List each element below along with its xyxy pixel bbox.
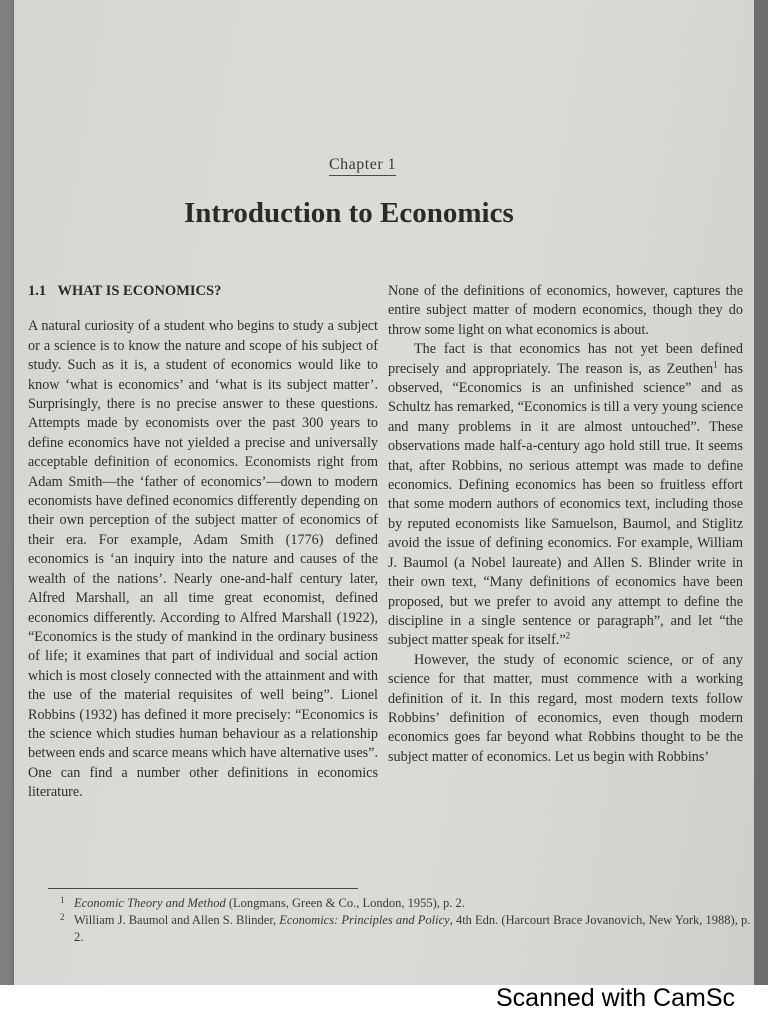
page-edge-shadow xyxy=(754,0,768,985)
footnote-divider xyxy=(48,888,358,889)
left-paragraph-1: A natural curiosity of a student who begins to study a subject or a science is to know the nature and scope of his subject of study. Such as it is, a student of economics would like to know ‘what is economics’ and ‘what is its subject matter’. Surprisingly, there is no precise answer to these questions. Attempts made by economists over the past 300 years to define economics have not yielded a precise and universally acceptable definition of economics. Economists right from Adam Smith—the ‘father of economics’—down to modern economists have defined economics differently depending on their own perception of the subject matter of economics of their era. For example, Adam Smith (1776) defined economics is ‘an inquiry into the nature and causes of the wealth of the nations’. Nearly one-and-half century later, Alfred Marshall, an all time great economist, defined economics differently. According to Alfred Marshall (1922), “Economics is the study of mankind in the ordinary business of life; it examines that part of individual and social action which is most closely connected with the attainment and with the use of the material requisites of well being”. Lionel Robbins (1932) has defined it more precisely: “Economics is the science which studies human behaviour as a relationship between ends and scarce means which have alternative uses”. One can find a number other definitions in economics literature. xyxy=(28,318,378,801)
chapter-label: Chapter 1 xyxy=(329,156,396,176)
section-number: 1.1 xyxy=(28,283,47,299)
footnote-ref-2: 2 xyxy=(565,630,571,641)
right-column xyxy=(388,282,743,767)
footnote-ref-1: 1 xyxy=(713,358,718,369)
right-paragraph-2 xyxy=(388,340,743,651)
footnote-2-title: Economics: Principles and Policy xyxy=(279,913,450,927)
section-heading xyxy=(28,282,378,301)
footnote-2-prefix: William J. Baumol and Allen S. Blinder, xyxy=(74,913,280,927)
book-page xyxy=(14,0,754,985)
footnote-1-text: (Longmans, Green & Co., London, 1955), p. 2. xyxy=(225,896,465,910)
right-paragraph-3: However, the study of economic science, or of any science for that matter, must commence with a working definition of it. In this regard, most modern texts follow Robbins’ definition of economics, even though modern economics goes far beyond what Robbins thought to be the subject matter of economics. Let us begin with Robbins’ xyxy=(388,651,743,765)
footnote-2 xyxy=(60,912,760,946)
footnote-1-title: Economic Theory and Method xyxy=(74,896,226,910)
section-title: WHAT IS ECONOMICS? xyxy=(57,283,222,299)
scanner-watermark: Scanned with CamSc xyxy=(496,984,736,1012)
footnotes xyxy=(60,895,760,946)
left-column xyxy=(28,282,378,803)
right-paragraph-1: None of the definitions of economics, however, captures the entire subject matter of modern economics, though they do throw some light on what economics is about. xyxy=(388,283,743,338)
right-paragraph-2-part-a: The fact is that economics has not yet been defined precisely and appropriately. The reason is, as Zeuthen xyxy=(388,341,743,377)
footnote-1-number: 1 xyxy=(60,895,65,905)
right-paragraph-2-part-b: has observed, “Economics is an unfinished science” and as Schultz has remarked, “Economics is till a very young science and many problems in it are almost untouched”. These observations made half-a-century ago hold still true. It seems that, after Robbins, no serious attempt was made to define economics. Defining economics has been so fruitless effort that some modern authors of economics text, including those by reputed economists like Samuelson, Baumol, and Stiglitz avoid the issue of defining economics. For example, William J. Baumol (a Nobel laureate) and Allen S. Blinder write in their own text, “Many definitions of economics have been proposed, but we prefer to avoid any attempt to define the discipline in a single sentence or paragraph”, and let “the subject matter speak for itself.” xyxy=(388,360,743,649)
footnote-2-number: 2 xyxy=(60,912,65,922)
chapter-title: Introduction to Economics xyxy=(184,197,514,229)
footnote-1 xyxy=(60,895,760,912)
footnote-2-text: , 4th Edn. (Harcourt Brace Jovanovich, New York, 1988), p. 2. xyxy=(74,913,751,944)
